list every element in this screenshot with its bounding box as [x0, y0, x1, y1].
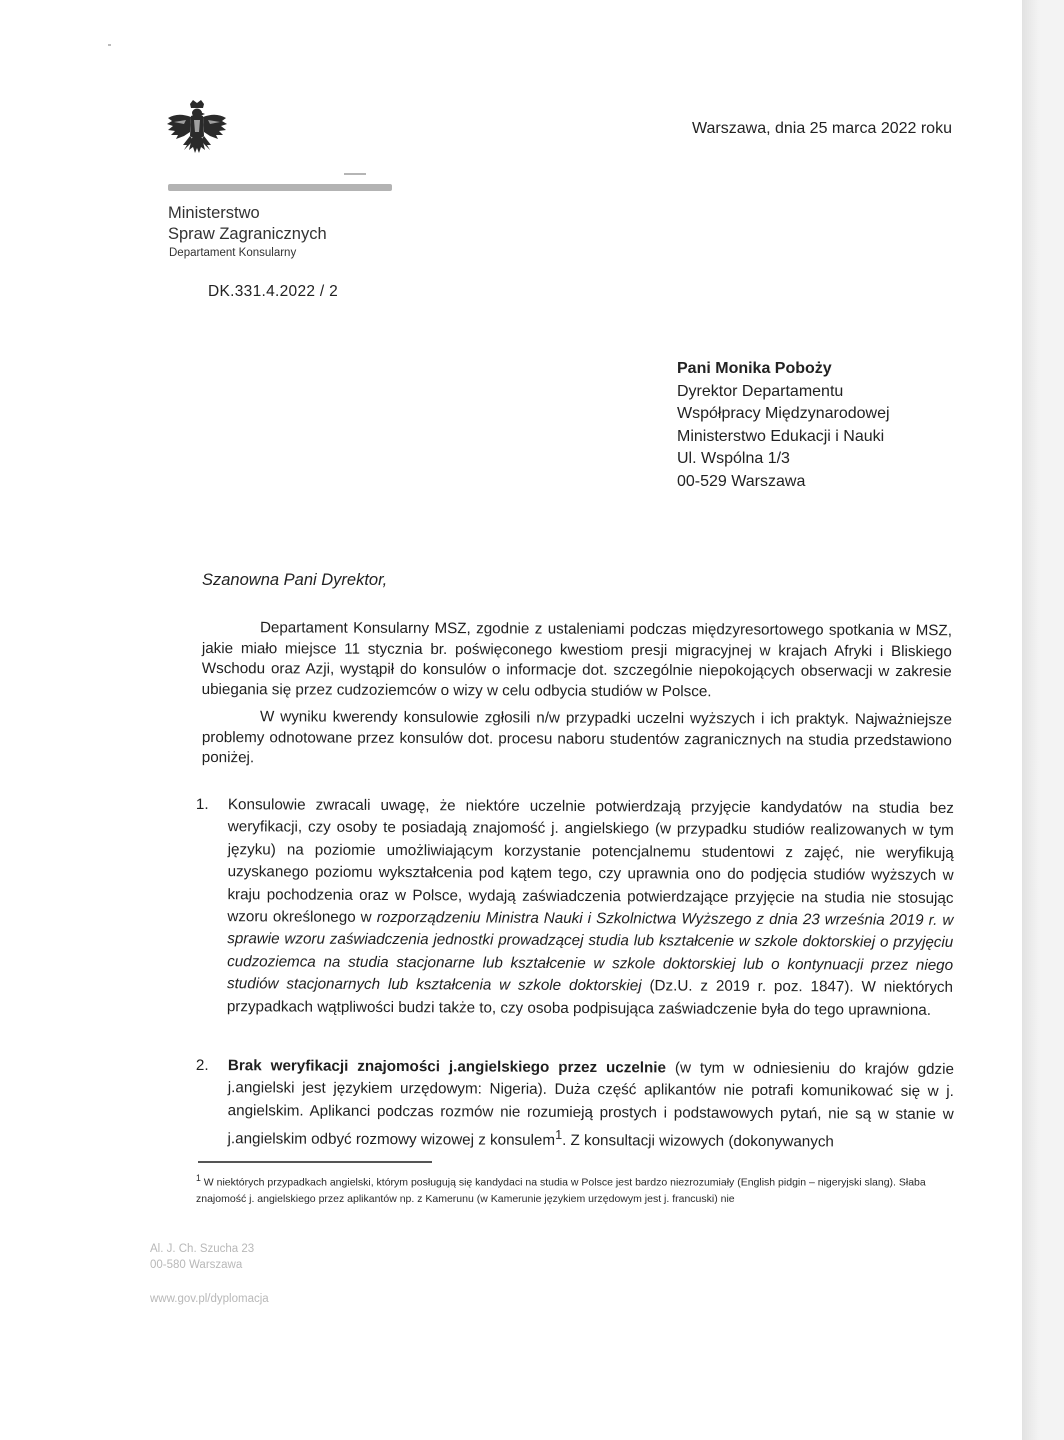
footnote-separator — [198, 1161, 432, 1163]
recipient-line: Współpracy Międzynarodowej — [677, 405, 890, 422]
list-heading: Brak weryfikacji znajomości j.angielskiego przez uczelnie — [227, 1057, 667, 1077]
list-text: . Z konsultacji wizowych (dokonywanych — [562, 1132, 834, 1151]
place-date: Warszawa, dnia 25 marca 2022 roku — [692, 120, 952, 137]
footer-address-line-1: Al. J. Ch. Szucha 23 — [150, 1243, 255, 1255]
scan-edge — [1022, 0, 1064, 1440]
salutation: Szanowna Pani Dyrektor, — [202, 571, 388, 589]
header-rule — [168, 184, 392, 191]
list-item-1 — [195, 794, 954, 1022]
footnote — [196, 1170, 956, 1207]
recipient-name: Pani Monika Poboży — [677, 360, 832, 377]
list-item-text — [227, 794, 954, 1022]
reference-number: DK.331.4.2022 / 2 — [208, 283, 339, 300]
department-name: Departament Konsularny — [169, 247, 297, 259]
polish-eagle-emblem-icon — [164, 98, 230, 164]
list-item-text — [227, 1055, 953, 1154]
recipient-line: 00-529 Warszawa — [677, 472, 806, 490]
regulation-title: rozporządzeniu Ministra Nauki i Szkolnictwa Wyższego z dnia 23 września 2019 r. w sprawie wzoru zaświadczenia jednostki prowadzącej studia lub kształcenie w szkole doktorskiej o przyjęciu cudzoziemca na studia stacjonarne lub kształcenie w szkole doktorskiej lub o kontynuacji przez niego studiów stacjonarnych lub kształcenia w szkole doktorskiej — [226, 908, 954, 995]
list-text: Konsulowie zwracali uwagę, że niektóre uczelnie potwierdzają przyjęcie kandydatów na studia bez weryfikacji, czy osoby te posiadają znajomość j. angielskiego (w przypadku studiów realizowanych w tym języku) na poziomie umożliwiającym korzystanie potencjalnemu studentowi z zajęć, nie weryfikują uzyskanego poziomu wykształcenia pod kątem tego, czy uprawnia ono do podjęcia studiów wyższych w kraju pochodzenia oraz w Polsce, wydają zaświadczenia potwierdzające przyjęcie na studia nie stosując wzoru określonego w — [227, 796, 954, 926]
footnote-text: W niektórych przypadkach angielski, którym posługują się kandydaci na studia w Polsce jest bardzo niezrozumiały (English pidgin – nigeryjski slang). Słaba znajomość j. angielskiego przez aplikantów np. z Kamerunu (w Kamerunie językiem urzędowym jest j. francuski) nie — [196, 1176, 926, 1205]
list-number: 1. — [195, 796, 209, 814]
footer-address-line-2: 00-580 Warszawa — [150, 1259, 243, 1271]
recipient-line: Dyrektor Departamentu — [677, 382, 844, 400]
footnote-reference: 1 — [555, 1128, 563, 1143]
ministry-line-2: Spraw Zagranicznych — [168, 225, 327, 243]
recipient-line: Ministerstwo Edukacji i Nauki — [677, 427, 885, 445]
header-rule-mark — [344, 173, 366, 175]
list-text: (Dz.U. z 2019 r. poz. 1847). W niektórych przypadkach wątpliwości budzi także to, czy osoba podpisująca zaświadczenie była do tego uprawniona. — [226, 977, 954, 1019]
paragraph-2: W wyniku kwerendy konsulowie zgłosili n/w przypadki uczelni wyższych i ich praktyk. Najważniejsze problemy odnotowane przez konsulów dot. procesu naboru studentów zagranicznych na studia przedstawiono poniżej. — [201, 708, 952, 767]
paragraph-1: Departament Konsularny MSZ, zgodnie z ustaleniami podczas międzyresortowego spotkania w MSZ, jakie miało miejsce 11 stycznia br. poświęconego kwestiom presji migracyjnej w krajach Afryki i Bliskiego Wschodu oraz Azji, wystąpił do konsulów o informacje dot. szczególnie niepokojących obserwacji w zakresie ubiegania się przez cudzoziemców o wizy w celu odbycia studiów w Polsce. — [201, 619, 952, 700]
ministry-name — [168, 203, 327, 245]
recipient-line: Ul. Wspólna 1/3 — [677, 450, 790, 467]
recipient-block — [677, 358, 890, 493]
ministry-line-1: Ministerstwo — [168, 204, 260, 222]
footer-address — [150, 1241, 254, 1273]
list-text: (w tym w odniesieniu do krajów gdzie j.angielski jest językiem urzędowym: Nigeria). Duża część aplikantów nie potrafi komunikować się w j. angielskim. Aplikanci podczas rozmów nie rozumieją prostych i podstawowych pytań, nie są w stanie w j.angielskim odbyć rozmowy wizowej z konsulem — [227, 1059, 954, 1150]
scan-speck — [108, 44, 111, 46]
list-item-2 — [195, 1055, 953, 1155]
footer-website: www.gov.pl/dyplomacja — [150, 1293, 269, 1305]
list-number: 2. — [195, 1057, 209, 1075]
footnote-mark: 1 — [196, 1173, 201, 1183]
